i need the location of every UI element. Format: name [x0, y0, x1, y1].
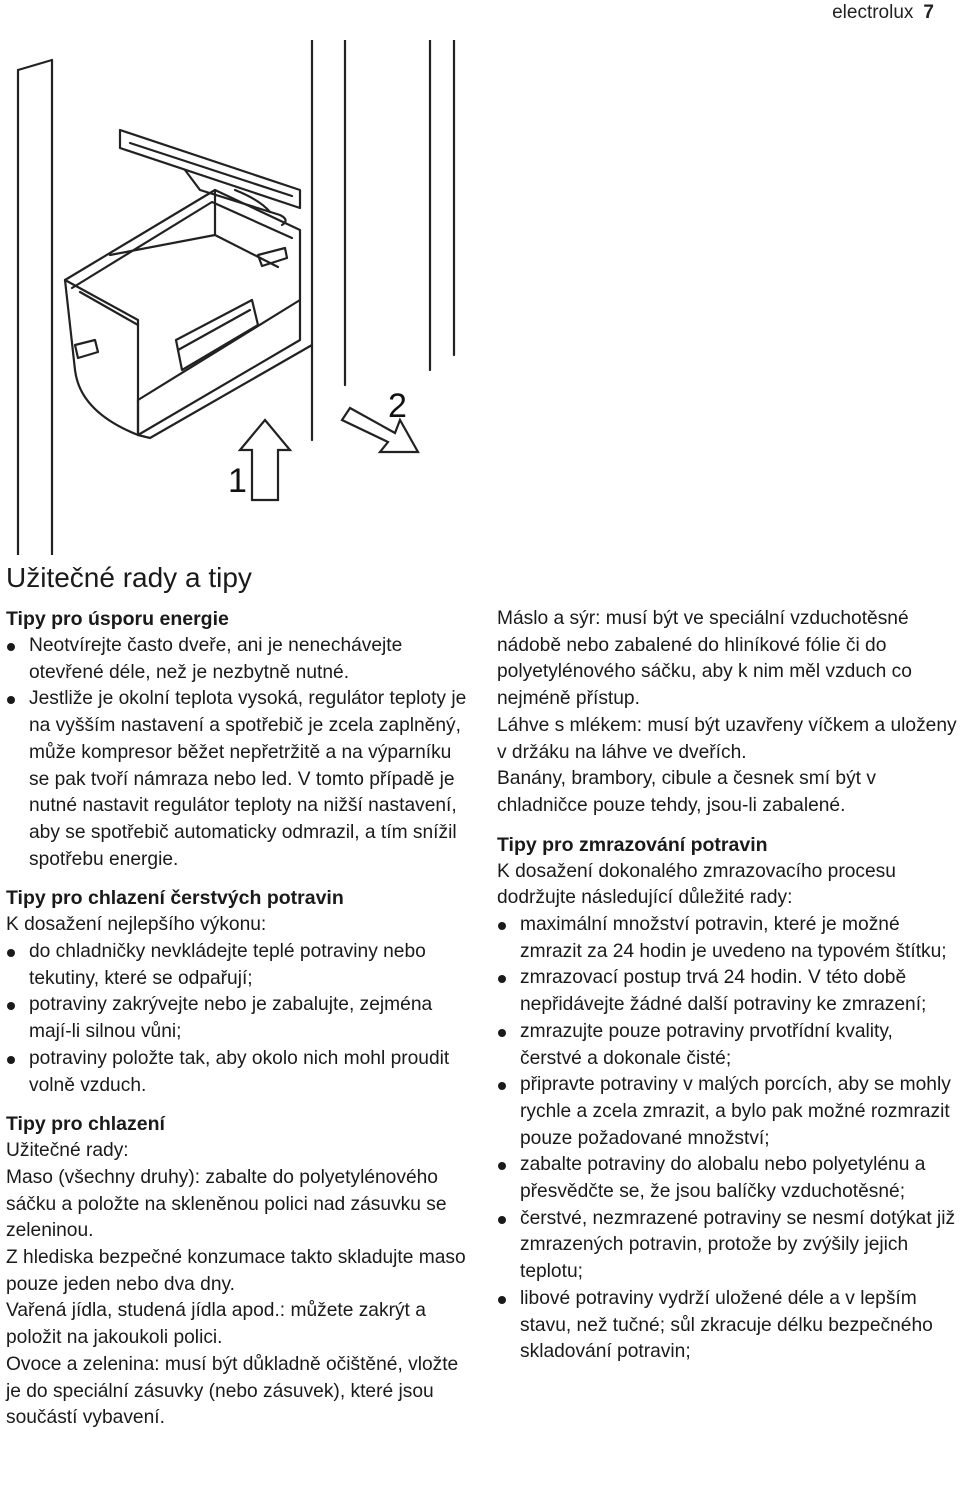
fresh-heading: Tipy pro chlazení čerstvých potravin — [6, 887, 344, 910]
freezing-list — [497, 912, 960, 1366]
freezing-intro: K dosažení dokonalého zmrazovacího procesu dodržujte následující důležité rady: — [497, 860, 896, 909]
section-title: Užitečné rady a tipy — [6, 562, 252, 593]
list-item: zmrazovací postup trvá 24 hodin. V této době nepřidávejte žádné další potraviny ke zmrazení; — [497, 965, 960, 1018]
drawer-removal-illustration — [0, 40, 500, 555]
brand-name: electrolux — [832, 2, 914, 23]
energy-list — [6, 633, 468, 873]
list-item: potraviny zakrývejte nebo je zabalujte, zejména mají-li silnou vůni; — [6, 992, 468, 1045]
list-item: zmrazujte pouze potraviny prvotřídní kvality, čerstvé a dokonale čisté; — [497, 1019, 960, 1072]
cooling-heading: Tipy pro chlazení — [6, 1113, 165, 1136]
list-item: zabalte potraviny do alobalu nebo polyetylénu a přesvědčte se, že jsou balíčky vzduchotěsné; — [497, 1152, 960, 1205]
list-item: čerstvé, nezmrazené potraviny se nesmí dotýkat již zmrazených potravin, protože by zvýšily jejich teplotu; — [497, 1206, 960, 1286]
freezing-heading: Tipy pro zmrazování potravin — [497, 833, 768, 856]
list-item: Jestliže je okolní teplota vysoká, regulátor teploty je na vyšším nastavení a spotřebič je zcela zaplněný, může kompresor běžet nepřetržitě a na výparníku se pak tvoří námraza nebo led. V tomto případě je nutné nastavit regulátor teploty na nižší nastavení, aby se spotřebič automaticky odmrazil, a tím snížil spotřebu energie. — [6, 686, 468, 873]
fresh-intro: K dosažení nejlepšího výkonu: — [6, 914, 267, 936]
right-column — [497, 606, 960, 1366]
cooling-paragraph: Z hlediska bezpečné konzumace takto skladujte maso pouze jeden nebo dva dny. — [6, 1247, 466, 1295]
cooling-paragraph: Vařená jídla, studená jídla apod.: můžete zakrýt a položit na jakoukoli polici. — [6, 1300, 426, 1349]
cooling-paragraph: Láhve s mlékem: musí být uzavřeny víčkem a uloženy v držáku na láhve ve dveřích. — [497, 714, 957, 763]
cooling-intro: Užitečné rady: — [6, 1140, 129, 1162]
energy-heading: Tipy pro úsporu energie — [6, 608, 229, 630]
left-column — [6, 606, 468, 1432]
cooling-paragraph: Máslo a sýr: musí být ve speciální vzduchotěsné nádobě nebo zabalené do hliníkové fólie či do polyetylénového sáčku, aby k nim měl vzduch co nejméně přístup. — [497, 608, 912, 710]
page-header — [832, 0, 934, 26]
cooling-paragraph: Banány, brambory, cibule a česnek smí být v chladničce pouze tehdy, jsou-li zabalené. — [497, 768, 876, 816]
cooling-paragraph: Maso (všechny druhy): zabalte do polyetylénového sáčku a položte na skleněnou polici nad zásuvku se zeleninou. — [6, 1166, 447, 1242]
fresh-list — [6, 939, 468, 1099]
list-item: maximální množství potravin, které je možné zmrazit za 24 hodin je uvedeno na typovém štítku; — [497, 912, 960, 965]
cooling-paragraph: Ovoce a zelenina: musí být důkladně očištěné, vložte je do speciální zásuvky (nebo zásuvek), které jsou součástí vybavení. — [6, 1353, 459, 1429]
page-number: 7 — [923, 2, 934, 23]
step-label-1: 1 — [228, 462, 247, 500]
list-item: připravte potraviny v malých porcích, aby se mohly rychle a zcela zmrazit, a bylo pak možné rozmrazit pouze požadované množství; — [497, 1072, 960, 1152]
list-item: do chladničky nevkládejte teplé potraviny nebo tekutiny, které se odpařují; — [6, 939, 468, 992]
list-item: potraviny položte tak, aby okolo nich mohl proudit volně vzduch. — [6, 1046, 468, 1099]
list-item: Neotvírejte často dveře, ani je nenechávejte otevřené déle, než je nezbytně nutné. — [6, 633, 468, 686]
list-item: libové potraviny vydrží uložené déle a v lepším stavu, než tučné; sůl zkracuje délku bezpečného skladování potravin; — [497, 1286, 960, 1366]
step-label-2: 2 — [388, 387, 407, 425]
